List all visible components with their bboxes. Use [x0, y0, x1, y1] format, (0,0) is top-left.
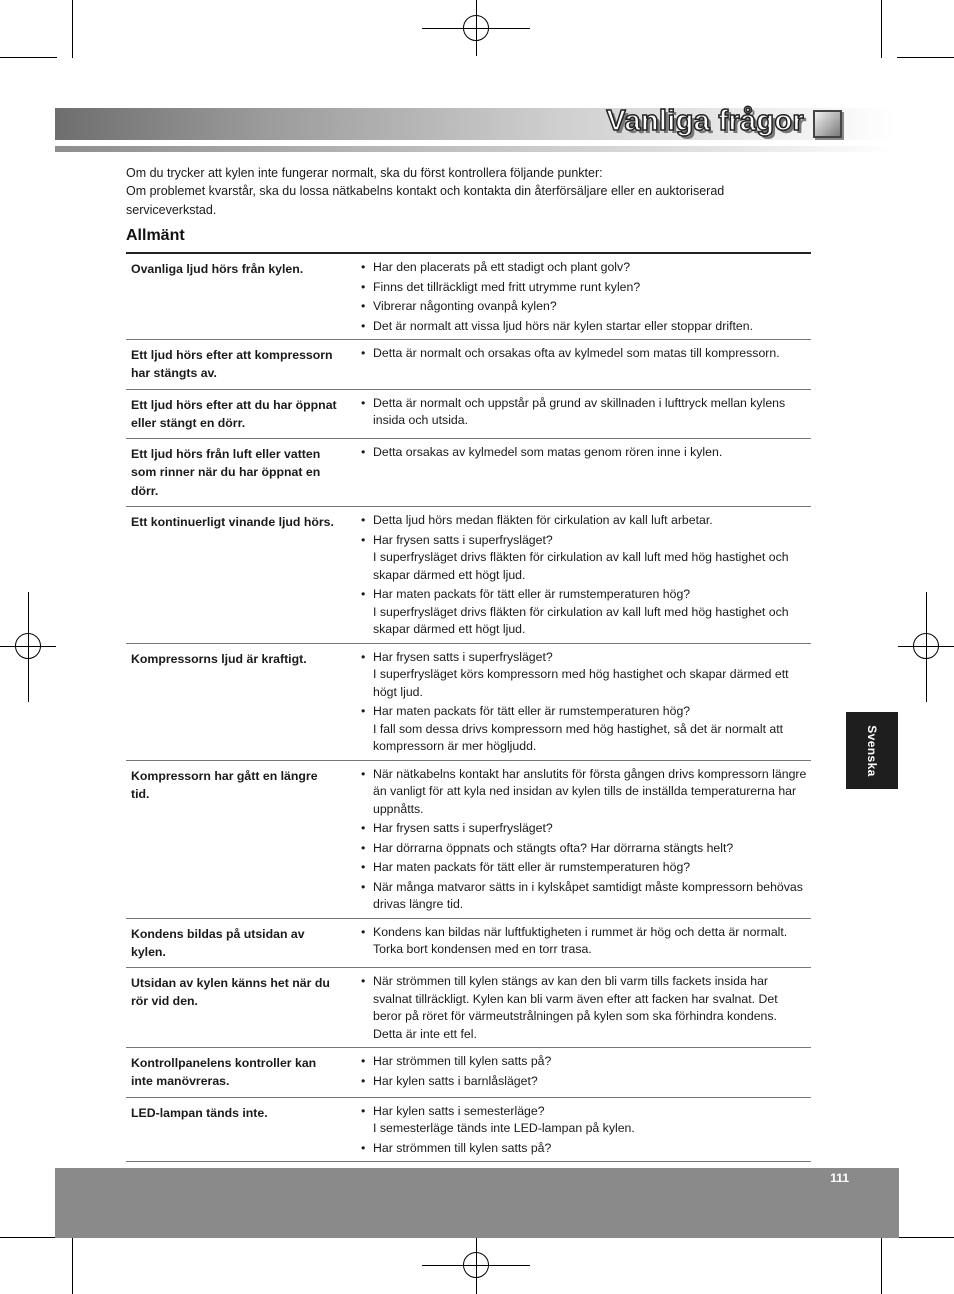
answer-item [361, 766, 809, 819]
answer-item [361, 259, 809, 277]
faq-row [126, 1048, 811, 1098]
answer-line: • Har frysen satts i superfrysläget? [373, 649, 553, 664]
answer-line: • Vibrerar någonting ovanpå kylen? [373, 299, 557, 313]
answer-line: • Detta är normalt och orsakas ofta av kylmedel som matas till kompressorn. [373, 346, 780, 360]
faq-question: Ett ljud hörs från luft eller vatten som rinner när du har öppnat en dörr. [126, 439, 345, 507]
answer-item [361, 924, 809, 959]
answer-item [361, 512, 809, 530]
answer-list [361, 512, 809, 639]
section-heading: Allmänt [126, 227, 185, 244]
faq-row [126, 507, 811, 644]
faq-row [126, 643, 811, 760]
answer-line: • När många matvaror sätts in i kylskåpet samtidigt måste kompressorn behövas drivas längre tid. [373, 879, 803, 912]
faq-question: Ett ljud hörs efter att kompressorn har stängts av. [126, 340, 345, 390]
faq-row [126, 968, 811, 1048]
faq-row [126, 389, 811, 439]
faq-row [126, 760, 811, 918]
faq-answers [345, 340, 811, 390]
faq-answers [345, 1048, 811, 1098]
answer-item [361, 879, 809, 914]
faq-table [126, 252, 811, 1162]
answer-item [361, 318, 809, 336]
answer-line: • Det är normalt att vissa ljud hörs när kylen startar eller stoppar driften. [373, 318, 753, 333]
answer-list [361, 1053, 809, 1090]
language-tab-label: Svenska [865, 724, 879, 777]
answer-line: I superfrysläget körs kompressorn med hög hastighet och skapar därmed ett högt ljud. [373, 667, 789, 699]
answer-line: • Detta ljud hörs medan fläkten för cirkulation av kall luft arbetar. [373, 513, 713, 528]
answer-line: • Har maten packats för tätt eller är rumstemperaturen hög? [373, 860, 691, 875]
answer-item [361, 395, 809, 430]
answer-line: I fall som dessa drivs kompressorn med hög hastighet, så det är normalt att kompressorn är mer högljudd. [373, 721, 784, 754]
faq-question: Ovanliga ljud hörs från kylen. [126, 253, 345, 340]
faq-answers [345, 439, 811, 507]
answer-list [361, 1103, 809, 1158]
intro-line: Om problemet kvarstår, ska du lossa nätkabelns kontakt och kontakta din återförsäljare eller en auktoriserad [126, 184, 725, 199]
faq-answers [345, 968, 811, 1048]
answer-line: • När strömmen till kylen stängs av kan den bli varm tills fackets insida har svalnat tillräckligt. Kylen kan bli varm även efter att facken har svalnat. Det beror på röret för värmeutstrålningen på kylen som ska förhindra kondens. Detta är inte ett fel. [373, 974, 778, 1041]
answer-line: • Detta är normalt och uppstår på grund av skillnaden i lufttryck mellan kylens insida och utsida. [373, 395, 786, 428]
page-number: 111 [830, 1171, 849, 1185]
answer-item [361, 973, 809, 1043]
faq-question: Kontrollpanelens kontroller kan inte manövreras. [126, 1048, 345, 1098]
faq-row [126, 253, 811, 340]
faq-question: Kompressorns ljud är kraftigt. [126, 643, 345, 760]
faq-answers [345, 507, 811, 644]
answer-item [361, 279, 809, 297]
faq-question: Ett kontinuerligt vinande ljud hörs. [126, 507, 345, 644]
answer-line: • Har frysen satts i superfrysläget? [373, 821, 553, 836]
answer-line: • Finns det tillräckligt med fritt utrymme runt kylen? [373, 279, 641, 294]
title-rule [55, 146, 895, 152]
answer-item [361, 1140, 809, 1158]
answer-line: • Har kylen satts i barnlåsläget? [373, 1073, 538, 1088]
answer-line: • När nätkabelns kontakt har anslutits för första gången drivs kompressorn längre än vanligt för att kyla ned insidan av kylen tills de inställda temperaturerna har uppnåtts. [373, 766, 807, 816]
answer-line: • Har maten packats för tätt eller är rumstemperaturen hög? [373, 704, 691, 719]
answer-item [361, 444, 809, 462]
faq-row [126, 918, 811, 968]
intro-line: Om du trycker att kylen inte fungerar normalt, ska du först kontrollera följande punkter: [126, 166, 603, 180]
intro-text [126, 164, 816, 219]
answer-line: • Kondens kan bildas när luftfuktigheten i rummet är hög och detta är normalt. Torka bort kondensen med en torr trasa. [373, 924, 788, 957]
answer-line: • Har kylen satts i semesterläge? [373, 1103, 545, 1118]
faq-row [126, 1097, 811, 1162]
faq-question: Kompressorn har gått en längre tid. [126, 760, 345, 918]
answer-line: • Har den placerats på ett stadigt och plant golv? [373, 260, 631, 274]
faq-answers [345, 760, 811, 918]
answer-item [361, 703, 809, 756]
title-square-icon [813, 110, 842, 138]
answer-list [361, 395, 809, 430]
answer-list [361, 649, 809, 756]
answer-list [361, 259, 809, 335]
faq-question: Utsidan av kylen känns het när du rör vid den. [126, 968, 345, 1048]
faq-answers [345, 1097, 811, 1162]
answer-line: • Har frysen satts i superfrysläget? [373, 532, 553, 547]
answer-line: • Har strömmen till kylen satts på? [373, 1054, 552, 1069]
answer-item [361, 840, 809, 858]
page-title: Vanliga frågor [606, 105, 804, 137]
faq-question: LED-lampan tänds inte. [126, 1097, 345, 1162]
faq-answers [345, 643, 811, 760]
faq-question: Kondens bildas på utsidan av kylen. [126, 918, 345, 968]
footer-band [55, 1168, 899, 1238]
language-tab [846, 712, 898, 789]
answer-item [361, 859, 809, 877]
answer-item [361, 345, 809, 363]
answer-line: I superfrysläget drivs fläkten för cirkulation av kall luft med hög hastighet och skapar därmed ett högt ljud. [373, 604, 789, 637]
answer-list [361, 973, 809, 1043]
faq-answers [345, 918, 811, 968]
answer-line: • Har strömmen till kylen satts på? [373, 1140, 552, 1155]
faq-answers [345, 253, 811, 340]
answer-item [361, 298, 809, 316]
intro-line: serviceverkstad. [126, 202, 217, 217]
answer-item [361, 1103, 809, 1138]
faq-question: Ett ljud hörs efter att du har öppnat eller stängt en dörr. [126, 389, 345, 439]
faq-body [126, 253, 811, 1162]
answer-item [361, 649, 809, 702]
answer-item [361, 820, 809, 838]
answer-item [361, 1053, 809, 1071]
answer-line: • Har maten packats för tätt eller är rumstemperaturen hög? [373, 587, 691, 602]
answer-list [361, 444, 809, 462]
answer-item [361, 1073, 809, 1091]
answer-list [361, 766, 809, 914]
answer-item [361, 586, 809, 639]
faq-row [126, 439, 811, 507]
answer-list [361, 924, 809, 959]
answer-line: I semesterläge tänds inte LED-lampan på kylen. [373, 1121, 635, 1136]
answer-line: • Detta orsakas av kylmedel som matas genom rören inne i kylen. [373, 445, 723, 460]
faq-answers [345, 389, 811, 439]
answer-item [361, 532, 809, 585]
answer-line: I superfrysläget drivs fläkten för cirkulation av kall luft med hög hastighet och skapar därmed ett högt ljud. [373, 550, 789, 582]
answer-list [361, 345, 809, 363]
faq-row [126, 340, 811, 390]
answer-line: • Har dörrarna öppnats och stängts ofta? Har dörrarna stängts helt? [373, 840, 734, 855]
